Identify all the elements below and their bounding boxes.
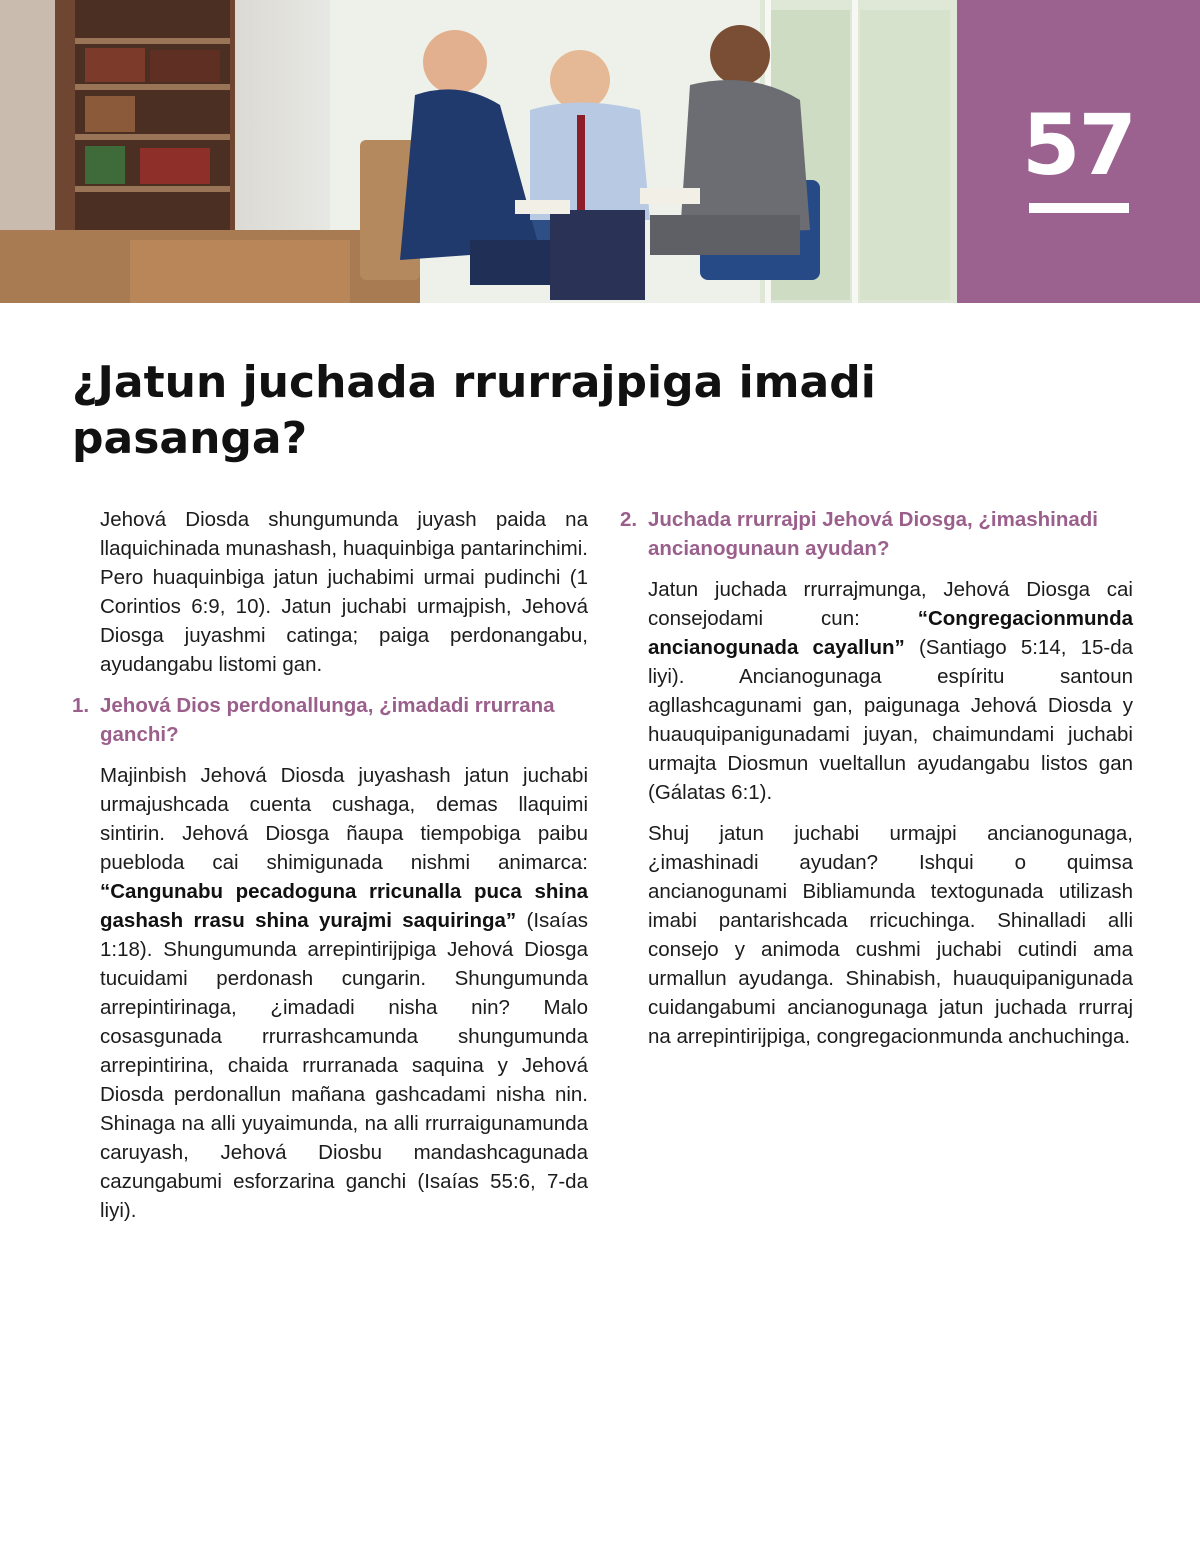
scripture-quote: “Cangunabu pecadoguna rricunalla puca shina gashash rrasu shina yurajmi saquiringa”: [100, 880, 588, 932]
answer-paragraph: [620, 575, 1133, 807]
question-text: Jehová Dios perdonallunga, ¿imadadi rrurrana ganchi?: [100, 694, 555, 746]
question-1: [72, 691, 588, 749]
question-number: 2.: [620, 508, 638, 531]
question-number: 1.: [72, 694, 90, 717]
paragraph-text: (Isaías 1:18). Shungumunda arrepintirijpiga Jehová Diosga tucuidami perdonash cungarin. Shungumunda arrepintirinaga, ¿imadadi nisha nin? Malo cosasgunada rrurrashcamunda shungumunda arrepintirina, chaida rrurranada saquina y Jehová Diosda perdonallun mañana gashcadami nisha nin. Shinaga na alli yuyaimunda, na alli rrurraigunamunda caruyash, Jehová Diosbu mandashcagunada cazungabumi esforzarina ganchi (Isaías 55:6, 7-da liyi).: [100, 909, 589, 1222]
answer-paragraph: [620, 819, 1133, 1051]
lesson-number-underline: [1029, 203, 1129, 213]
question-text: Juchada rrurrajpi Jehová Diosga, ¿imashinadi ancianogunaun ayudan?: [648, 508, 1098, 560]
right-column: [620, 505, 1133, 1063]
intro-paragraph: Jehová Diosda shungumunda juyash paida na llaquichinada munashash, huaquinbiga pantarinchimi. Pero huaquinbiga jatun juchabimi urmai pudinchi (1 Corintios 6:9, 10). Jatun juchabi urmajpish, Jehová Diosga juyashmi catinga; paiga perdonangabu, ayudangabu listomi gan.: [100, 508, 588, 676]
paragraph-text: Majinbish Jehová Diosda juyashash jatun juchabi urmajushcada cuenta cushaga, demas llaquimi sintirin. Jehová Diosga ñaupa tiempobiga paibu puebloda cai shimigunada nishmi animarca:: [100, 764, 588, 874]
answer-paragraph: [72, 761, 588, 1225]
lesson-number-box: [957, 0, 1200, 303]
header-photo: [0, 0, 957, 303]
paragraph-text: Shuj jatun juchabi urmajpi ancianogunaga, ¿imashinadi ayudan? Ishqui o quimsa ancianogunami Bibliamunda textogunada utilizash imabi pantarishcada rricuchinga. Shinalladi alli consejo y animoda cushmi juchabi cutindi ama urmallun ayudanga. Shinabish, huauquipanigunada cuidangabumi ancianogunaga jatun juchada rrurraj na arrepintirijpiga, congregacionmunda anchuchinga.: [648, 822, 1133, 1048]
paragraph-text: Jatun juchada rrurrajmunga, Jehová Diosga cai consejodami cun:: [648, 578, 1133, 630]
left-column: [72, 505, 588, 1237]
page-title: ¿Jatun juchada rrurrajpiga imadi pasanga?: [72, 357, 876, 464]
lesson-number: 57: [1022, 96, 1135, 194]
paragraph-text: (Santiago 5:14, 15-da liyi). Ancianogunaga espíritu santoun agllashcagunami gan, paigunaga Jehová Diosda y huauquipanigunadami juyan, chaimundami juchabi urmajta Diosmun vueltallun ayudangabu listos gan (Gálatas 6:1).: [648, 636, 1134, 804]
elders-meeting-illustration: [0, 0, 957, 303]
question-2: [620, 505, 1133, 563]
scripture-quote: “Congregacionmunda ancianogunada cayallun”: [648, 607, 1133, 659]
